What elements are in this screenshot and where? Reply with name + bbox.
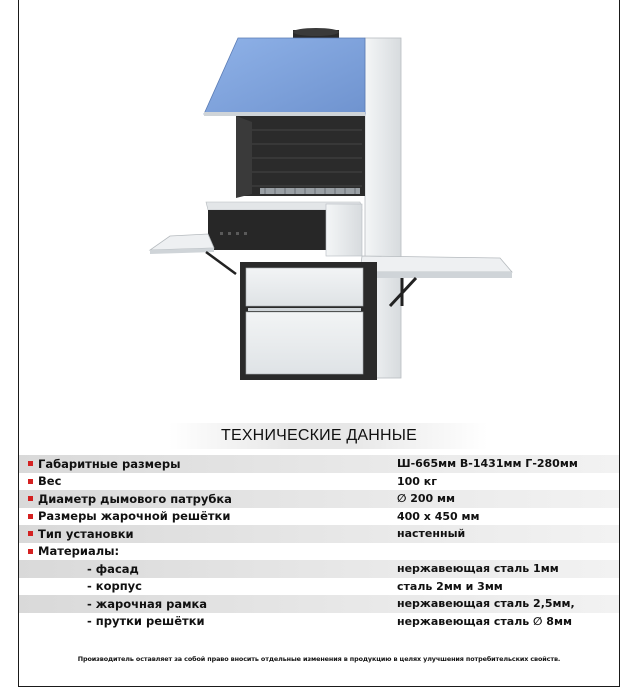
cabinet-door-upper <box>246 268 363 306</box>
spec-row <box>19 455 619 473</box>
spec-row <box>19 543 619 561</box>
spec-row <box>19 595 619 613</box>
bullet-icon <box>28 496 33 501</box>
spec-label: - фасад <box>87 561 139 576</box>
spec-value: нержавеющая сталь ∅ 8мм <box>397 614 572 628</box>
bullet-icon <box>28 514 33 519</box>
spec-label: Вес <box>38 474 62 489</box>
bullet-icon <box>28 549 33 554</box>
spec-label: Материалы: <box>38 544 120 559</box>
spec-label: Габаритные размеры <box>38 456 181 471</box>
spec-table <box>19 455 619 630</box>
spec-row <box>19 578 619 596</box>
spec-value: нержавеющая сталь 1мм <box>397 562 559 576</box>
spec-row <box>19 508 619 526</box>
spec-value: Ш-665мм В-1431мм Г-280мм <box>397 457 578 471</box>
spec-label: - корпус <box>87 579 142 594</box>
spec-value: нержавеющая сталь 2,5мм, <box>397 597 575 611</box>
bullet-icon <box>28 461 33 466</box>
spec-value: сталь 2мм и 3мм <box>397 579 503 593</box>
spec-value: настенный <box>397 527 466 541</box>
spec-label: Диаметр дымового патрубка <box>38 491 232 506</box>
section-heading <box>18 423 620 449</box>
footer-note: Производитель оставляет за собой право вносить отдельные изменения в продукцию в целях улучшения потребительских свойств. <box>77 655 561 663</box>
cabinet-door-lower <box>246 312 363 374</box>
section-title: ТЕХНИЧЕСКИЕ ДАННЫЕ <box>220 427 418 444</box>
spec-value: 100 кг <box>397 474 438 488</box>
spec-value: ∅ 200 мм <box>397 492 456 506</box>
spec-label: Тип установки <box>38 526 134 541</box>
spec-row <box>19 560 619 578</box>
spec-row <box>19 490 619 508</box>
ash-tray <box>208 210 326 250</box>
bullet-icon <box>28 479 33 484</box>
right-shelf <box>360 256 512 272</box>
left-shelf <box>150 234 214 250</box>
spec-label: - прутки решётки <box>87 614 205 629</box>
spec-value: 400 х 450 мм <box>397 509 480 523</box>
bullet-icon <box>28 531 33 536</box>
firebox <box>236 116 365 196</box>
spec-row <box>19 613 619 631</box>
spec-label: Размеры жарочной решётки <box>38 509 231 524</box>
hood <box>204 38 365 114</box>
spec-label: - жарочная рамка <box>87 596 208 611</box>
barbecue-product-image <box>140 22 540 392</box>
spec-row <box>19 473 619 491</box>
spec-row <box>19 525 619 543</box>
